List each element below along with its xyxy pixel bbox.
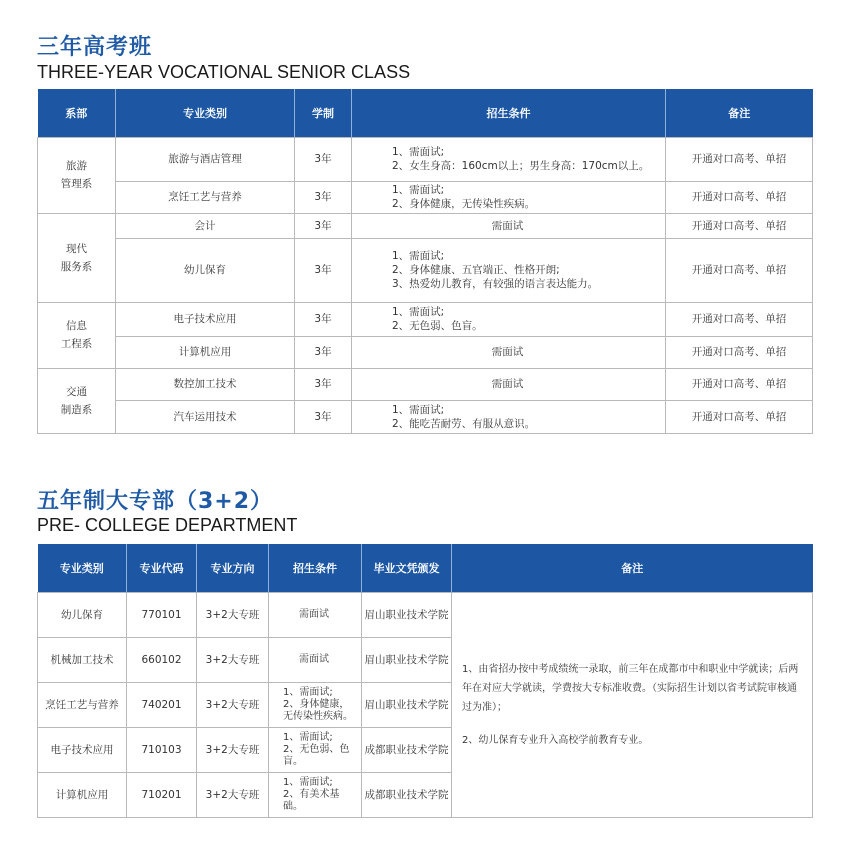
direction-cell: 3+2大专班: [197, 772, 269, 817]
table-row: [38, 238, 813, 302]
major-cell: 幼儿保育: [38, 592, 127, 637]
notes-cell: [452, 592, 813, 817]
table-row: [38, 368, 813, 400]
note-cell: 开通对口高考、单招: [666, 400, 813, 433]
conditions-cell: 需面试: [269, 637, 362, 682]
years-cell: 3年: [295, 213, 352, 238]
years-cell: 3年: [295, 238, 352, 302]
conditions-cell: 1、需面试; 2、有美术基础。: [269, 772, 362, 817]
conditions-cell: 1、需面试; 2、无色弱、色盲。: [352, 302, 666, 336]
table-header-row: [38, 544, 813, 592]
conditions-cell: 1、需面试; 2、无色弱、色盲。: [269, 727, 362, 772]
header-major: 专业类别: [116, 89, 295, 137]
table-row: [38, 181, 813, 213]
major-cell: 会计: [116, 213, 295, 238]
diploma-cell: 眉山职业技术学院: [362, 637, 452, 682]
direction-cell: 3+2大专班: [197, 682, 269, 727]
code-cell: 660102: [127, 637, 197, 682]
code-cell: 740201: [127, 682, 197, 727]
direction-cell: 3+2大专班: [197, 592, 269, 637]
major-cell: 计算机应用: [116, 336, 295, 368]
conditions-cell: 需面试: [352, 213, 666, 238]
table-row: [38, 302, 813, 336]
header-conditions: 招生条件: [269, 544, 362, 592]
major-cell: 幼儿保育: [116, 238, 295, 302]
note-2: 2、幼儿保育专业升入高校学前教育专业。: [462, 734, 649, 746]
table-row: [38, 213, 813, 238]
major-cell: 烹饪工艺与营养: [116, 181, 295, 213]
note-cell: 开通对口高考、单招: [666, 238, 813, 302]
conditions-cell: 1、需面试; 2、身体健康、五官端正、性格开朗; 3、热爱幼儿教育，有较强的语言表达能力。: [352, 238, 666, 302]
major-cell: 汽车运用技术: [116, 400, 295, 433]
dept-cell: 现代 服务系: [38, 213, 116, 302]
diploma-cell: 眉山职业技术学院: [362, 682, 452, 727]
header-conditions: 招生条件: [352, 89, 666, 137]
table-header-row: [38, 89, 813, 137]
conditions-cell: 需面试: [352, 336, 666, 368]
years-cell: 3年: [295, 400, 352, 433]
table-row: [38, 592, 813, 637]
conditions-cell: 需面试: [352, 368, 666, 400]
major-cell: 电子技术应用: [38, 727, 127, 772]
table-row: [38, 137, 813, 181]
table-row: [38, 400, 813, 433]
dept-cell: 旅游 管理系: [38, 137, 116, 213]
conditions-cell: 1、需面试; 2、身体健康，无传染性疾病。: [352, 181, 666, 213]
table-row: [38, 336, 813, 368]
note-cell: 开通对口高考、单招: [666, 137, 813, 181]
header-major: 专业类别: [38, 544, 127, 592]
dept-cell: 交通 制造系: [38, 368, 116, 433]
note-cell: 开通对口高考、单招: [666, 302, 813, 336]
header-years: 学制: [295, 89, 352, 137]
note-cell: 开通对口高考、单招: [666, 181, 813, 213]
header-direction: 专业方向: [197, 544, 269, 592]
header-dept: 系部: [38, 89, 116, 137]
major-cell: 计算机应用: [38, 772, 127, 817]
section1-title-cn: 三年高考班: [37, 35, 153, 60]
diploma-cell: 成都职业技术学院: [362, 727, 452, 772]
major-cell: 数控加工技术: [116, 368, 295, 400]
header-note: 备注: [452, 544, 813, 592]
conditions-cell: 1、需面试; 2、能吃苦耐劳、有服从意识。: [352, 400, 666, 433]
five-year-table: [37, 544, 813, 818]
years-cell: 3年: [295, 302, 352, 336]
diploma-cell: 眉山职业技术学院: [362, 592, 452, 637]
conditions-cell: 1、需面试; 2、身体健康， 无传染性疾病。: [269, 682, 362, 727]
section2-title-cn: 五年制大专部（3+2）: [37, 489, 274, 514]
years-cell: 3年: [295, 336, 352, 368]
header-code: 专业代码: [127, 544, 197, 592]
three-year-table: [37, 89, 813, 434]
years-cell: 3年: [295, 368, 352, 400]
conditions-cell: 1、需面试; 2、女生身高：160cm以上；男生身高：170cm以上。: [352, 137, 666, 181]
direction-cell: 3+2大专班: [197, 727, 269, 772]
dept-cell: 信息 工程系: [38, 302, 116, 368]
years-cell: 3年: [295, 137, 352, 181]
header-note: 备注: [666, 89, 813, 137]
code-cell: 710103: [127, 727, 197, 772]
code-cell: 710201: [127, 772, 197, 817]
note-cell: 开通对口高考、单招: [666, 213, 813, 238]
direction-cell: 3+2大专班: [197, 637, 269, 682]
conditions-cell: 需面试: [269, 592, 362, 637]
code-cell: 770101: [127, 592, 197, 637]
major-cell: 烹饪工艺与营养: [38, 682, 127, 727]
major-cell: 旅游与酒店管理: [116, 137, 295, 181]
diploma-cell: 成都职业技术学院: [362, 772, 452, 817]
years-cell: 3年: [295, 181, 352, 213]
section1-title-en: THREE-YEAR VOCATIONAL SENIOR CLASS: [37, 62, 411, 82]
note-cell: 开通对口高考、单招: [666, 336, 813, 368]
section2-title-en: PRE- COLLEGE DEPARTMENT: [37, 515, 298, 535]
note-1: 1、由省招办按中考成绩统一录取，前三年在成都市中和职业中学就读；后两年在对应大学就读，学费按大专标准收费。（实际招生计划以省考试院审核通过为准）；: [462, 663, 799, 713]
header-diploma: 毕业文凭颁发: [362, 544, 452, 592]
major-cell: 机械加工技术: [38, 637, 127, 682]
note-cell: 开通对口高考、单招: [666, 368, 813, 400]
major-cell: 电子技术应用: [116, 302, 295, 336]
